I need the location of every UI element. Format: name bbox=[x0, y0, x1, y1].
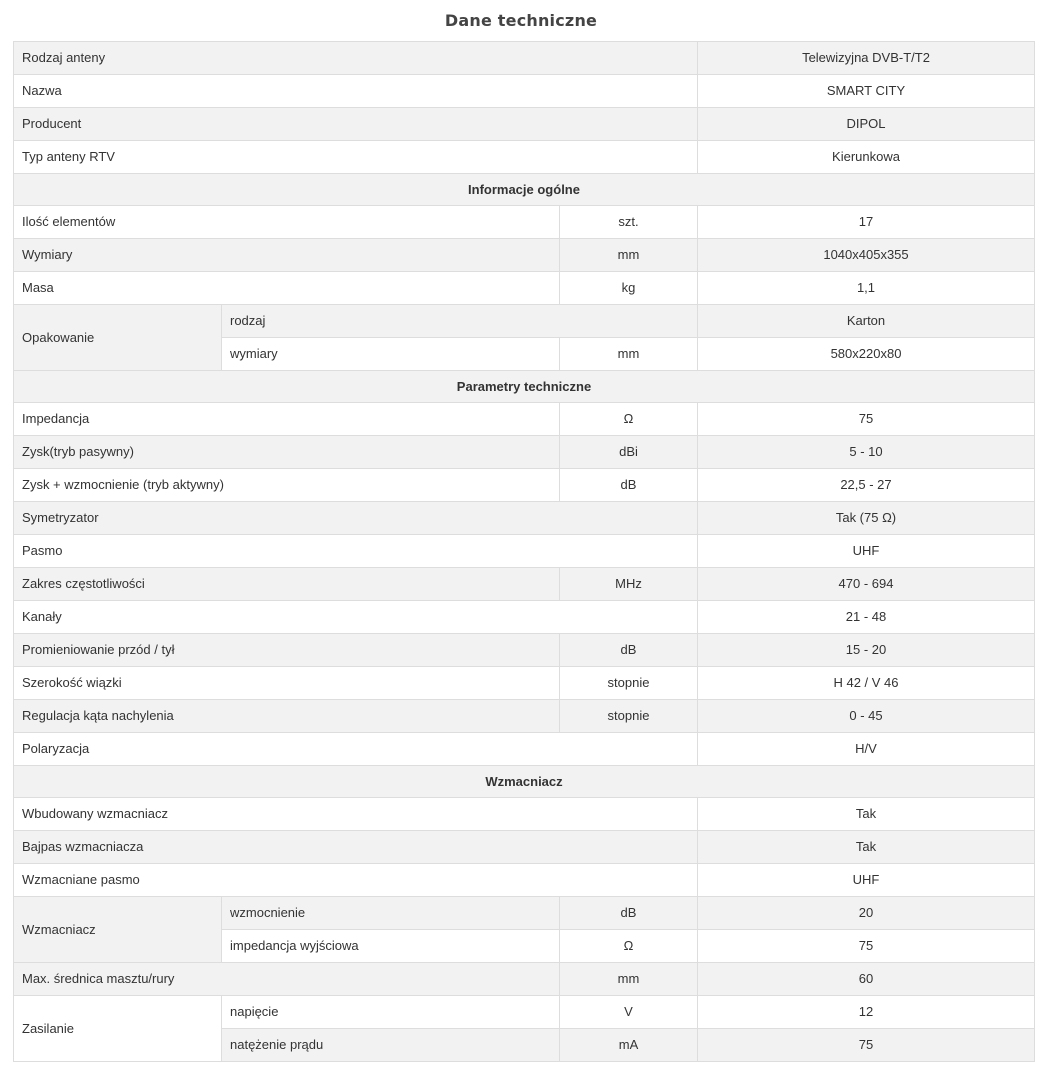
row-value: H 42 / V 46 bbox=[698, 667, 1035, 700]
row-unit: dB bbox=[560, 634, 698, 667]
table-row bbox=[14, 502, 1035, 535]
row-label: Zysk + wzmocnienie (tryb aktywny) bbox=[14, 469, 560, 502]
table-row bbox=[14, 535, 1035, 568]
table-row bbox=[14, 831, 1035, 864]
row-value: 21 - 48 bbox=[698, 601, 1035, 634]
row-unit: stopnie bbox=[560, 667, 698, 700]
amplifier-label: Wzmacniacz bbox=[14, 897, 222, 963]
row-value: UHF bbox=[698, 535, 1035, 568]
row-value: Tak bbox=[698, 798, 1035, 831]
row-value: H/V bbox=[698, 733, 1035, 766]
table-row bbox=[14, 963, 1035, 996]
table-row bbox=[14, 897, 1035, 930]
table-row bbox=[14, 733, 1035, 766]
row-unit: mm bbox=[560, 239, 698, 272]
table-row bbox=[14, 141, 1035, 174]
row-label: Zakres częstotliwości bbox=[14, 568, 560, 601]
row-value: 75 bbox=[698, 1029, 1035, 1062]
row-value: Karton bbox=[698, 305, 1035, 338]
row-sublabel: wymiary bbox=[222, 338, 560, 371]
table-row bbox=[14, 436, 1035, 469]
row-label: Ilość elementów bbox=[14, 206, 560, 239]
page-title: Dane techniczne bbox=[444, 11, 598, 30]
section-header-row bbox=[14, 371, 1035, 403]
table-row bbox=[14, 403, 1035, 436]
row-label: Regulacja kąta nachylenia bbox=[14, 700, 560, 733]
row-label: Masa bbox=[14, 272, 560, 305]
table-row bbox=[14, 601, 1035, 634]
row-unit: mA bbox=[560, 1029, 698, 1062]
row-value: 580x220x80 bbox=[698, 338, 1035, 371]
section-header-row bbox=[14, 174, 1035, 206]
row-sublabel: wzmocnienie bbox=[222, 897, 560, 930]
row-value: UHF bbox=[698, 864, 1035, 897]
row-label: Pasmo bbox=[14, 535, 698, 568]
row-value: 20 bbox=[698, 897, 1035, 930]
row-value: SMART CITY bbox=[698, 75, 1035, 108]
row-value: 75 bbox=[698, 403, 1035, 436]
table-row bbox=[14, 469, 1035, 502]
row-label: Wymiary bbox=[14, 239, 560, 272]
row-value: Tak bbox=[698, 831, 1035, 864]
table-row bbox=[14, 996, 1035, 1029]
packaging-label: Opakowanie bbox=[14, 305, 222, 371]
table-row bbox=[14, 305, 1035, 338]
row-label: Nazwa bbox=[14, 75, 698, 108]
row-value: 15 - 20 bbox=[698, 634, 1035, 667]
table-row bbox=[14, 206, 1035, 239]
row-value: Tak (75 Ω) bbox=[698, 502, 1035, 535]
row-label: Max. średnica masztu/rury bbox=[14, 963, 560, 996]
table-row bbox=[14, 798, 1035, 831]
section-header-row bbox=[14, 766, 1035, 798]
row-unit: Ω bbox=[560, 403, 698, 436]
table-row bbox=[14, 568, 1035, 601]
row-unit: szt. bbox=[560, 206, 698, 239]
row-label: Wbudowany wzmacniacz bbox=[14, 798, 698, 831]
row-unit: stopnie bbox=[560, 700, 698, 733]
row-value: DIPOL bbox=[698, 108, 1035, 141]
row-sublabel: napięcie bbox=[222, 996, 560, 1029]
row-value: 12 bbox=[698, 996, 1035, 1029]
row-value: 60 bbox=[698, 963, 1035, 996]
row-label: Impedancja bbox=[14, 403, 560, 436]
table-row bbox=[14, 239, 1035, 272]
power-label: Zasilanie bbox=[14, 996, 222, 1062]
row-value: 1040x405x355 bbox=[698, 239, 1035, 272]
specs-table bbox=[13, 41, 1035, 1062]
table-row bbox=[14, 864, 1035, 897]
row-label: Rodzaj anteny bbox=[14, 42, 698, 75]
row-unit: dBi bbox=[560, 436, 698, 469]
row-label: Polaryzacja bbox=[14, 733, 698, 766]
row-value: 75 bbox=[698, 930, 1035, 963]
table-row bbox=[14, 700, 1035, 733]
section-heading-technical: Parametry techniczne bbox=[14, 371, 1035, 403]
section-heading-amplifier: Wzmacniacz bbox=[14, 766, 1035, 798]
row-sublabel: rodzaj bbox=[222, 305, 698, 338]
row-label: Promieniowanie przód / tył bbox=[14, 634, 560, 667]
row-unit: Ω bbox=[560, 930, 698, 963]
table-row bbox=[14, 667, 1035, 700]
row-unit: dB bbox=[560, 469, 698, 502]
row-label: Symetryzator bbox=[14, 502, 698, 535]
row-value: 0 - 45 bbox=[698, 700, 1035, 733]
row-sublabel: natężenie prądu bbox=[222, 1029, 560, 1062]
row-label: Wzmacniane pasmo bbox=[14, 864, 698, 897]
section-heading-general: Informacje ogólne bbox=[14, 174, 1035, 206]
row-unit: MHz bbox=[560, 568, 698, 601]
row-label: Bajpas wzmacniacza bbox=[14, 831, 698, 864]
row-value: 470 - 694 bbox=[698, 568, 1035, 601]
table-row bbox=[14, 42, 1035, 75]
row-unit: dB bbox=[560, 897, 698, 930]
row-label: Zysk(tryb pasywny) bbox=[14, 436, 560, 469]
table-row bbox=[14, 108, 1035, 141]
row-value: Telewizyjna DVB-T/T2 bbox=[698, 42, 1035, 75]
row-unit: mm bbox=[560, 338, 698, 371]
table-row bbox=[14, 634, 1035, 667]
table-row bbox=[14, 75, 1035, 108]
row-label: Kanały bbox=[14, 601, 698, 634]
row-unit: kg bbox=[560, 272, 698, 305]
table-row bbox=[14, 272, 1035, 305]
row-value: 1,1 bbox=[698, 272, 1035, 305]
row-value: 17 bbox=[698, 206, 1035, 239]
row-unit: V bbox=[560, 996, 698, 1029]
row-label: Typ anteny RTV bbox=[14, 141, 698, 174]
row-value: 22,5 - 27 bbox=[698, 469, 1035, 502]
row-label: Szerokość wiązki bbox=[14, 667, 560, 700]
row-sublabel: impedancja wyjściowa bbox=[222, 930, 560, 963]
row-unit: mm bbox=[560, 963, 698, 996]
row-label: Producent bbox=[14, 108, 698, 141]
row-value: 5 - 10 bbox=[698, 436, 1035, 469]
row-value: Kierunkowa bbox=[698, 141, 1035, 174]
